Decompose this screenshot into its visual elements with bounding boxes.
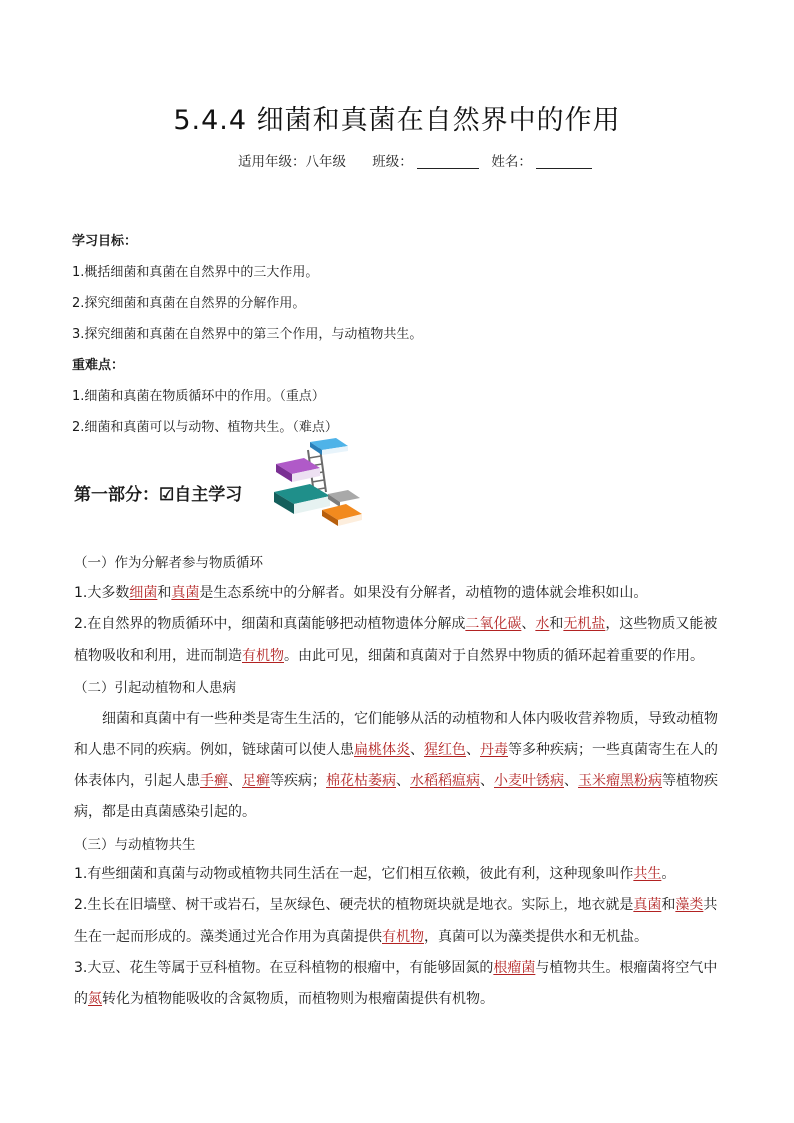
s2-heading: （二）引起动植物和人患病 [74, 680, 236, 696]
keypoint-item-2: 2.细菌和真菌可以与动物、植物共生。（难点） [72, 420, 338, 435]
name-label: 姓名： [491, 154, 532, 170]
name-blank[interactable] [536, 154, 592, 169]
s3-paragraph-2-line-1: 2.生长在旧墙壁、树干或岩石，呈灰绿色、硬壳状的植物斑块就是地衣。实际上，地衣就是真菌和藻类共 [74, 897, 718, 913]
answer-blank: 猩红色 [424, 742, 466, 758]
books-illustration-icon [270, 436, 366, 528]
s2-line-3: 体表体内，引起人患手癣、足癣等疾病；棉花枯萎病、水稻稻瘟病、小麦叶锈病、玉米瘤黑粉病等植物疾 [74, 773, 718, 789]
goals-heading: 学习目标： [72, 234, 138, 249]
goal-item-1: 1.概括细菌和真菌在自然界中的三大作用。 [72, 265, 319, 280]
grade-label: 适用年级：八年级 [238, 154, 346, 170]
class-label: 班级： [372, 154, 413, 170]
answer-blank: 扁桃体炎 [354, 742, 410, 758]
keypoints-heading: 重难点： [72, 358, 125, 373]
answer-blank: 共生 [633, 866, 662, 882]
answer-blank: 细菌 [129, 585, 158, 601]
answer-blank: 真菌 [633, 897, 662, 913]
goal-item-3: 3.探究细菌和真菌在自然界中的第三个作用，与动植物共生。 [72, 327, 423, 342]
s1-paragraph-1: 1.大多数细菌和真菌是生态系统中的分解者。如果没有分解者，动植物的遗体就会堆积如山。 [74, 585, 648, 601]
answer-blank: 水 [535, 616, 550, 632]
answer-blank: 玉米瘤黑粉病 [578, 773, 662, 789]
s2-line-4: 病，都是由真菌感染引起的。 [74, 804, 256, 820]
gray-book-icon [328, 490, 360, 507]
keypoint-item-1: 1.细菌和真菌在物质循环中的作用。（重点） [72, 389, 325, 404]
s2-line-2: 和人患不同的疾病。例如，链球菌可以使人患扁桃体炎、猩红色、丹毒等多种疾病；一些真菌寄生在人的 [74, 742, 718, 758]
orange-book-icon [322, 504, 362, 526]
answer-blank: 根瘤菌 [493, 960, 536, 976]
s3-heading: （三）与动植物共生 [74, 837, 196, 853]
answer-blank: 二氧化碳 [465, 616, 522, 632]
s3-paragraph-2-line-2: 生在一起而形成的。藻类通过光合作用为真菌提供有机物，真菌可以为藻类提供水和无机盐。 [74, 929, 648, 945]
s1-paragraph-2-line-2: 植物吸收和利用，进而制造有机物。由此可见，细菌和真菌对于自然界中物质的循环起着重要的作用。 [74, 648, 704, 664]
s3-paragraph-3-line-2: 的氮转化为植物能吸收的含氮物质，而植物则为根瘤菌提供有机物。 [74, 991, 494, 1007]
part1-title: 第一部分：☑自主学习 [74, 485, 243, 505]
class-blank[interactable] [417, 154, 479, 169]
answer-blank: 棉花枯萎病 [326, 773, 396, 789]
answer-blank: 藻类 [675, 897, 704, 913]
s1-heading: （一）作为分解者参与物质循环 [74, 555, 263, 571]
page-title: 5.4.4 细菌和真菌在自然界中的作用 [173, 105, 621, 136]
answer-blank: 无机盐 [563, 616, 606, 632]
answer-blank: 真菌 [171, 585, 200, 601]
s3-paragraph-1: 1.有些细菌和真菌与动物或植物共同生活在一起，它们相互依赖，彼此有利，这种现象叫作共生。 [74, 866, 676, 882]
goal-item-2: 2.探究细菌和真菌在自然界的分解作用。 [72, 296, 306, 311]
answer-blank: 有机物 [242, 648, 284, 664]
meta-line [238, 150, 592, 170]
s1-paragraph-2-line-1: 2.在自然界的物质循环中，细菌和真菌能够把动植物遗体分解成二氧化碳、水和无机盐，这些物质又能被 [74, 616, 718, 632]
answer-blank: 有机物 [382, 929, 424, 945]
top-blue-book-icon [310, 438, 348, 455]
s2-line-1: 细菌和真菌中有一些种类是寄生生活的，它们能够从活的动植物和人体内吸收营养物质，导致动植物 [102, 711, 718, 727]
answer-blank: 丹毒 [480, 742, 508, 758]
answer-blank: 小麦叶锈病 [494, 773, 564, 789]
answer-blank: 水稻稻瘟病 [410, 773, 480, 789]
answer-blank: 足癣 [242, 773, 270, 789]
s3-paragraph-3-line-1: 3.大豆、花生等属于豆科植物。在豆科植物的根瘤中，有能够固氮的根瘤菌与植物共生。根瘤菌将空气中 [74, 960, 718, 976]
answer-blank: 手癣 [200, 773, 228, 789]
answer-blank: 氮 [88, 991, 102, 1007]
purple-book-icon [276, 458, 320, 482]
